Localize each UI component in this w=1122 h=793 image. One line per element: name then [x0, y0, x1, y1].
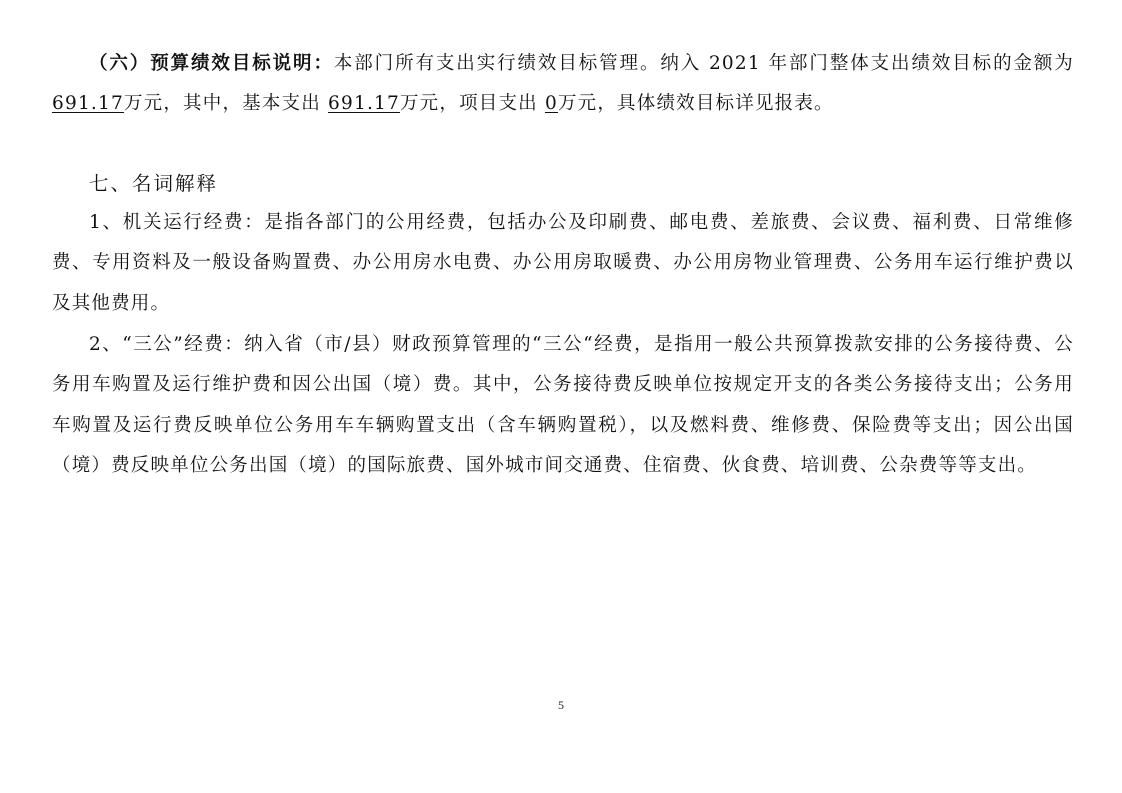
performance-goal-text-d: 万元，具体绩效目标详见报表。: [557, 93, 834, 114]
performance-goal-text-b: 万元，其中，基本支出: [123, 93, 329, 114]
total-amount: 691.17: [52, 93, 124, 114]
project-expenditure-amount: 0: [544, 93, 558, 114]
basic-expenditure-amount: 691.17: [328, 93, 400, 114]
performance-goal-heading: （六）预算绩效目标说明：: [89, 52, 334, 74]
glossary-item-three-public-expenses: 2、“三公”经费：纳入省（市/县）财政预算管理的“三公“经费，是指用一般公共预算拨款安排的公务接待费、公务用车购置及运行维护费和因公出国（境）费。其中，公务接待费反映单位按规定开支的各类公务接待支出；公务用车购置及运行费反映单位公务用车车辆购置支出（含车辆购置税），以及燃料费、维修费、保险费等支出；因公出国（境）费反映单位公务出国（境）的国际旅费、国外城市间交通费、住宿费、伙食费、培训费、公杂费等等支出。: [52, 333, 1074, 476]
glossary-item-operating-expenses: 1、机关运行经费：是指各部门的公用经费，包括办公及印刷费、邮电费、差旅费、会议费、福利费、日常维修费、专用资料及一般设备购置费、办公用房水电费、办公用房取暖费、办公用房物业管理费、公务用车运行维护费以及其他费用。: [52, 211, 1074, 314]
performance-goal-paragraph: [52, 44, 1074, 125]
performance-goal-text-c: 万元，项目支出: [399, 93, 545, 114]
page-number: 5: [558, 698, 564, 712]
glossary-heading: 七、名词解释: [89, 171, 219, 195]
performance-goal-text-a: 本部门所有支出实行绩效目标管理。纳入 2021 年部门整体支出绩效目标的金额为: [333, 52, 1074, 74]
